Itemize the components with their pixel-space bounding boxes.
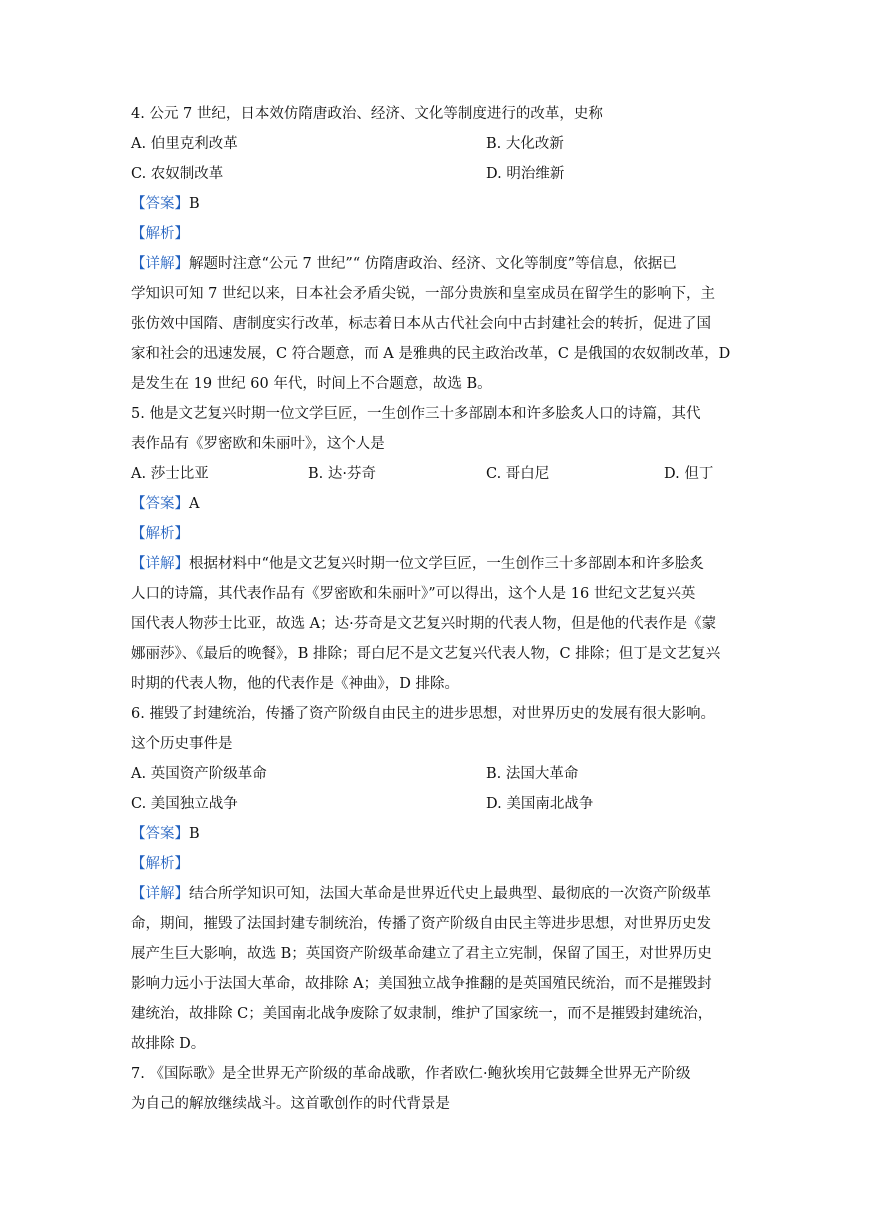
q5-option-a: A. 莎士比亚 bbox=[131, 466, 209, 482]
q6-option-b: B. 法国大革命 bbox=[486, 766, 579, 782]
q6-stem-line-1: 6. 摧毁了封建统治，传播了资产阶级自由民主的进步思想，对世界历史的发展有很大影响。 bbox=[131, 706, 715, 722]
detail-tag: 【详解】 bbox=[131, 256, 189, 272]
q4-answer bbox=[131, 194, 200, 214]
q5-option-c: C. 哥白尼 bbox=[486, 466, 550, 482]
q6-detail-line-6: 故排除 D。 bbox=[131, 1036, 206, 1052]
q5-detail-line-3: 国代表人物莎士比亚，故选 A；达·芬奇是文艺复兴时期的代表人物，但是他的代表作是《蒙 bbox=[131, 616, 717, 632]
q5-stem-line-2: 表作品有《罗密欧和朱丽叶》，这个人是 bbox=[131, 436, 385, 452]
q5-detail-line-2: 人口的诗篇，其代表作品有《罗密欧和朱丽叶》”可以得出，这个人是 16 世纪文艺复兴英 bbox=[131, 586, 696, 602]
q4-detail-line-3: 张仿效中国隋、唐制度实行改革，标志着日本从古代社会向中古封建社会的转折，促进了国 bbox=[131, 316, 711, 332]
q5-detail-line-4: 娜丽莎》、《最后的晚餐》，B 排除；哥白尼不是文艺复兴代表人物，C 排除；但丁是文艺复兴 bbox=[131, 646, 721, 662]
q4-analysis-tag: 【解析】 bbox=[131, 226, 189, 242]
answer-tag: 【答案】 bbox=[131, 826, 189, 842]
q6-option-a: A. 英国资产阶级革命 bbox=[131, 766, 267, 782]
answer-tag: 【答案】 bbox=[131, 496, 189, 512]
q5-answer bbox=[131, 494, 199, 514]
q6-detail-line-5: 建统治，故排除 C；美国南北战争废除了奴隶制，维护了国家统一，而不是摧毁封建统治， bbox=[131, 1006, 713, 1022]
q6-detail-line-3: 展产生巨大影响，故选 B；英国资产阶级革命建立了君主立宪制，保留了国王，对世界历史 bbox=[131, 946, 712, 962]
answer-tag: 【答案】 bbox=[131, 196, 189, 212]
q6-detail-line-1 bbox=[131, 884, 711, 904]
q4-stem: 4. 公元 7 世纪，日本效仿隋唐政治、经济、文化等制度进行的改革，史称 bbox=[131, 106, 603, 122]
detail-text: 解题时注意“公元 7 世纪”“ 仿隋唐政治、经济、文化等制度”等信息，依据已 bbox=[189, 256, 677, 272]
q7-stem-line-1: 7. 《国际歌》是全世界无产阶级的革命战歌，作者欧仁·鲍狄埃用它鼓舞全世界无产阶级 bbox=[131, 1066, 691, 1082]
q4-detail-line-1 bbox=[131, 254, 677, 274]
q5-analysis-tag: 【解析】 bbox=[131, 526, 189, 542]
q6-option-d: D. 美国南北战争 bbox=[486, 796, 594, 812]
q4-option-d: D. 明治维新 bbox=[486, 166, 565, 182]
q5-detail-line-1 bbox=[131, 554, 704, 574]
detail-text: 结合所学知识可知，法国大革命是世界近代史上最典型、最彻底的一次资产阶级革 bbox=[189, 886, 711, 902]
q4-option-c: C. 农奴制改革 bbox=[131, 166, 224, 182]
detail-tag: 【详解】 bbox=[131, 556, 189, 572]
detail-text: 根据材料中“他是文艺复兴时期一位文学巨匠，一生创作三十多部剧本和许多脍炙 bbox=[189, 556, 704, 572]
q6-analysis-tag: 【解析】 bbox=[131, 856, 189, 872]
q6-answer bbox=[131, 824, 200, 844]
q4-option-a: A. 伯里克利改革 bbox=[131, 136, 238, 152]
q4-detail-line-2: 学知识可知 7 世纪以来，日本社会矛盾尖锐，一部分贵族和皇室成员在留学生的影响下，主 bbox=[131, 286, 715, 302]
q6-stem-line-2: 这个历史事件是 bbox=[131, 736, 233, 752]
q5-option-d: D. 但丁 bbox=[664, 466, 714, 482]
detail-tag: 【详解】 bbox=[131, 886, 189, 902]
q5-stem-line-1: 5. 他是文艺复兴时期一位文学巨匠，一生创作三十多部剧本和许多脍炙人口的诗篇，其代 bbox=[131, 406, 701, 422]
q5-detail-line-5: 时期的代表人物，他的代表作是《神曲》，D 排除。 bbox=[131, 676, 459, 692]
q7-stem-line-2: 为自己的解放继续战斗。这首歌创作的时代背景是 bbox=[131, 1096, 450, 1112]
q4-option-b: B. 大化改新 bbox=[486, 136, 564, 152]
q6-option-c: C. 美国独立战争 bbox=[131, 796, 238, 812]
q5-option-b: B. 达·芬奇 bbox=[308, 466, 376, 482]
q4-detail-line-5: 是发生在 19 世纪 60 年代，时间上不合题意，故选 B。 bbox=[131, 376, 492, 392]
q6-detail-line-2: 命，期间，摧毁了法国封建专制统治，传播了资产阶级自由民主等进步思想，对世界历史发 bbox=[131, 916, 711, 932]
answer-value: B bbox=[189, 826, 200, 842]
answer-value: B bbox=[189, 196, 200, 212]
q6-detail-line-4: 影响力远小于法国大革命，故排除 A；美国独立战争推翻的是英国殖民统治，而不是摧毁封 bbox=[131, 976, 712, 992]
answer-value: A bbox=[189, 496, 200, 512]
q4-detail-line-4: 家和社会的迅速发展，C 符合题意，而 A 是雅典的民主政治改革，C 是俄国的农奴制改革，D bbox=[131, 346, 731, 362]
